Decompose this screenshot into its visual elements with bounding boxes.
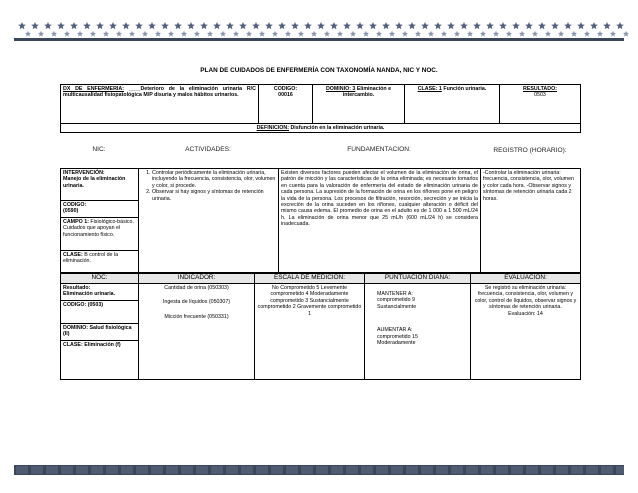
escala-cell: No Comprometido 5 Levemente comprometido 4 Moderadamente comprometido 3 Sustancialmente comprometido 2 Gravemente comprometido 1: [255, 284, 365, 380]
dominio-label: DOMINIO: 3: [325, 86, 356, 92]
campo-label: CAMPO 1:: [63, 219, 89, 225]
indicator-item: Ingesta de líquidos (050307): [162, 299, 231, 306]
actividades-cell: [139, 169, 279, 273]
band-tile: [211, 466, 223, 474]
definicion-cell: [61, 124, 581, 133]
noc-left-cell: [61, 284, 139, 380]
fundamentacion-cell: Existen diversos factores pueden afectar el volumen de la eliminación de orina, el patrón de micción y las características de la orina eliminada; es necesario tomarlos en cuenta para la valoración de enfermería del estado de eliminación urinaria de cada persona. La supresión de la formación de orina en los riñones pone en peligro la vida de la persona. Los procesos de filtración, resorción, secreción y se inicia la excreción de la orina suceden en los riñones, cualquier alteración o déficit del mismo causa edema. El promedio de orina en el adulto es de 1 000 a 1 500 mL/24 h. La eliminación de orina menor que 25 mL/h (600 mL/24 h) se considera inadecuada.: [279, 169, 481, 273]
diagnosis-table: [60, 84, 581, 133]
codigo-value: 00016: [278, 92, 293, 99]
band-tile: [436, 466, 448, 474]
band-tile: [301, 466, 313, 474]
band-tile: [391, 466, 403, 474]
noc-table: [60, 273, 581, 380]
definicion-label: DEFINICION:: [256, 125, 289, 131]
band-tile: [241, 466, 253, 474]
clase-cell: [405, 85, 500, 124]
band-tile: [511, 466, 523, 474]
activity-item: 1. Controlar periódicamente la eliminación urinaria, incluyendo la frecuencia, consistencia, olor, volumen y color, si procede.: [152, 170, 276, 189]
band-tile: [271, 466, 283, 474]
puntuacion-aumentar: AUMENTAR A: comprometido 15 Moderadamente: [377, 327, 418, 347]
band-tile: [556, 466, 568, 474]
indicadores-cell: [139, 284, 255, 380]
indicator-item: Micción frecuente (050331): [164, 313, 229, 320]
band-tile: [256, 466, 268, 474]
band-tile: [136, 466, 148, 474]
dx-label: DX DE ENFERMERIA:: [63, 86, 124, 92]
band-tile: [421, 466, 433, 474]
noc-resultado-text: Eliminación urinaria.: [63, 291, 116, 298]
evaluacion-header: EVALUACIÓN:: [471, 274, 581, 284]
intervencion-text: Manejo de la eliminación urinaria.: [63, 176, 126, 189]
evaluacion-text: Se registró su eliminación urinaria: frecuencia, consistencia, olor, volumen y color, control de líquidos, observar signos y síntomas de retención urinaria.: [474, 285, 577, 311]
band-tile: [61, 466, 73, 474]
dx-cell: [61, 85, 259, 124]
footer-decorative-band: [14, 465, 624, 475]
band-tile: [331, 466, 343, 474]
band-tile: [16, 466, 28, 474]
band-tile: [166, 466, 178, 474]
band-tile: [496, 466, 508, 474]
noc-resultado-label: Resultado:: [63, 285, 91, 291]
band-tile: [361, 466, 373, 474]
band-tile: [616, 466, 624, 474]
registro-cell: -Controlar la eliminación urinaria: frecuencia, consistencia, olor, volumen y color cada hora. -Observar signos y síntomas de retención urinaria cada 2 horas.: [481, 169, 581, 273]
band-tile: [31, 466, 43, 474]
nic-clase-label: CLASE:: [63, 252, 83, 258]
band-tile: [586, 466, 598, 474]
resultado-label: RESULTADO:: [523, 86, 557, 92]
band-tile: [601, 466, 613, 474]
puntuacion-header: PUNTUACIÓN DIANA:: [365, 274, 471, 284]
definicion-text: Disfunción en la eliminación urinaria.: [290, 125, 385, 131]
band-tile: [451, 466, 463, 474]
band-tile: [46, 466, 58, 474]
campo-text: Fisiológico-básico. Cuidados que apoyan el funcionamiento físico.: [63, 219, 134, 238]
codigo-label: CODIGO:: [273, 86, 298, 92]
band-tile: [91, 466, 103, 474]
resultado-cell: [500, 85, 581, 124]
indicador-header: INDICADOR:: [139, 274, 255, 284]
noc-dominio: DOMINIO: Salud fisiológica (II): [61, 324, 138, 341]
activity-item: 2. Observar si hay signos y síntomas de retención urinaria.: [152, 189, 276, 202]
registro-header: REGISTRO (HORARIO):: [493, 147, 567, 154]
nic-header: [60, 146, 580, 168]
escala-header: ESCALA DE MEDICIÓN:: [255, 274, 365, 284]
nic-codigo-label: CODIGO:: [63, 202, 87, 208]
noc-codigo: CODIGO: (0503): [61, 301, 138, 324]
band-tile: [541, 466, 553, 474]
evaluacion-score: Evaluación: 14: [508, 310, 543, 317]
puntuacion-cell: [365, 284, 471, 380]
band-tile: [181, 466, 193, 474]
band-tile: [316, 466, 328, 474]
fundamentacion-header: FUNDAMENTACIÓN:: [347, 146, 411, 153]
band-tile: [121, 466, 133, 474]
nic-table: [60, 168, 581, 273]
band-tile: [526, 466, 538, 474]
band-tile: [76, 466, 88, 474]
dominio-text: Eliminación e intercambio.: [342, 86, 392, 99]
band-tile: [571, 466, 583, 474]
dx-text: ____Deterioro de la eliminación urinaria R/C multicausalidad fisiopatológica M/P disuria y malos hábitos urinarios.: [63, 86, 256, 99]
dominio-cell: [313, 85, 405, 124]
nic-codigo-value: (0590): [63, 208, 79, 215]
band-tile: [286, 466, 298, 474]
puntuacion-mantener: MANTENER A: comprometido 9 Sustancialmente: [377, 291, 417, 310]
noc-header-label: NOC:: [61, 274, 139, 284]
indicator-item: Cantidad de orina (050303): [164, 285, 229, 291]
resultado-value: 0503: [534, 92, 546, 99]
band-tile: [346, 466, 358, 474]
clase-label: CLASE: 1: [417, 86, 442, 92]
codigo-cell: [259, 85, 313, 124]
intervencion-label: INTERVENCIÓN:: [63, 170, 105, 176]
band-tile: [466, 466, 478, 474]
nic-left-cell: [61, 169, 139, 273]
band-tile: [106, 466, 118, 474]
page-title: PLAN DE CUIDADOS DE ENFERMERÍA CON TAXONOMÍA NANDA, NIC Y NOC.: [200, 67, 438, 74]
noc-clase: CLASE: Eliminación (f): [63, 342, 121, 348]
activities-list: [141, 170, 276, 202]
nic-header-label: NIC:: [92, 146, 106, 153]
band-tile: [151, 466, 163, 474]
band-tile: [226, 466, 238, 474]
nic-clase-text: B control de la eliminación.: [63, 252, 119, 265]
band-tile: [406, 466, 418, 474]
band-tile: [376, 466, 388, 474]
actividades-header: ACTIVIDADES:: [185, 146, 231, 153]
decorative-star-border: [0, 0, 638, 48]
band-tile: [196, 466, 208, 474]
evaluacion-cell: [471, 284, 581, 380]
band-tile: [481, 466, 493, 474]
clase-text: Función urinaria.: [443, 86, 487, 92]
